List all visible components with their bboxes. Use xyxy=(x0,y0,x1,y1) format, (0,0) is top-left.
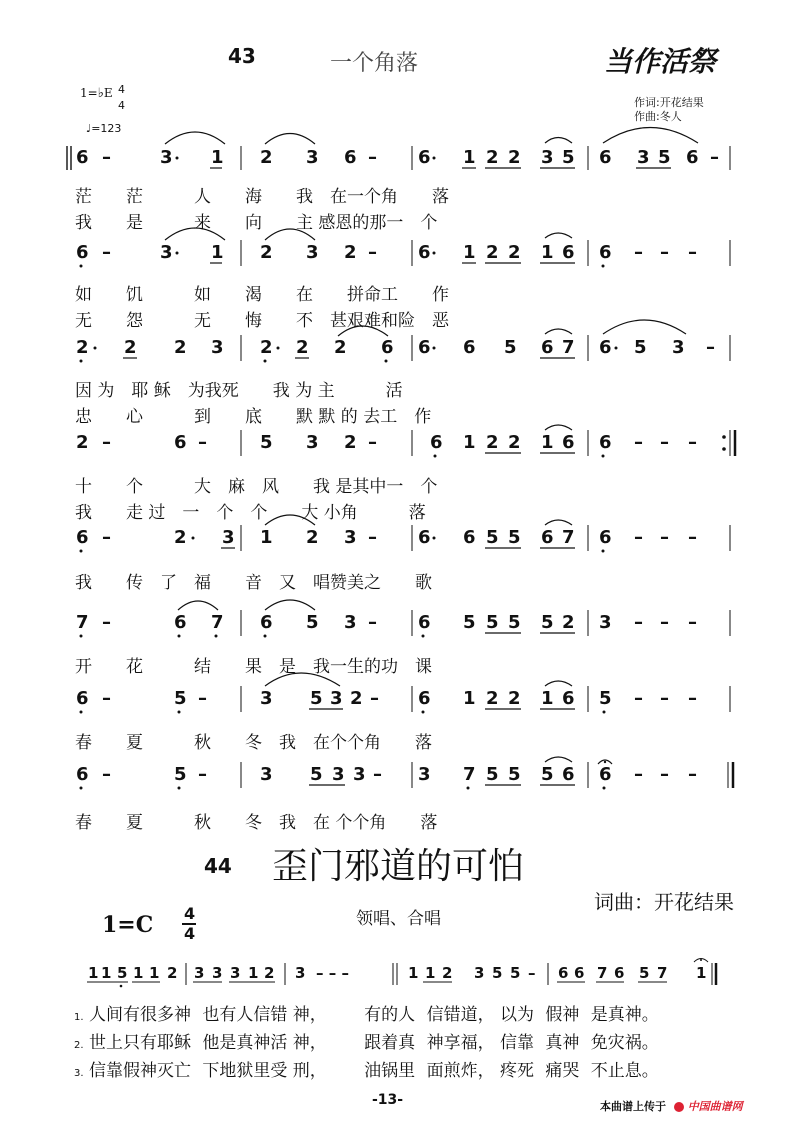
svg-text:5: 5 xyxy=(562,147,575,168)
svg-text:3: 3 xyxy=(637,147,650,168)
verse-2 xyxy=(74,1028,659,1053)
lyric-line: 无 怨 无 悔 不 甚艰难和险 恶 xyxy=(75,311,449,331)
verse-text: 面煎炸， xyxy=(426,1061,495,1081)
svg-text:– – –: – – – xyxy=(316,964,349,982)
key-flat: ♭ xyxy=(97,86,104,101)
svg-text:1: 1 xyxy=(425,964,436,982)
svg-text:6: 6 xyxy=(76,527,89,548)
svg-text:5: 5 xyxy=(510,964,521,982)
svg-text:5: 5 xyxy=(306,612,319,633)
svg-text:5: 5 xyxy=(486,612,499,633)
svg-text:6: 6 xyxy=(418,527,431,548)
lyric-line: 忠 心 到 底 默 默 的 去工 作 xyxy=(75,407,432,427)
verse-number: 1. xyxy=(74,1012,84,1023)
svg-text:–: – xyxy=(634,688,643,709)
verse-text: 有的人 xyxy=(364,1005,416,1025)
svg-text:5: 5 xyxy=(599,688,612,709)
svg-text:2: 2 xyxy=(344,432,357,453)
svg-text:5: 5 xyxy=(260,432,273,453)
svg-text:5: 5 xyxy=(508,764,521,785)
svg-text:3: 3 xyxy=(222,527,235,548)
svg-text:6: 6 xyxy=(418,242,431,263)
svg-text:–: – xyxy=(634,764,643,785)
verse-text: 下地狱里受 xyxy=(202,1061,288,1081)
time-signature-bottom: 4 xyxy=(118,99,125,112)
svg-text:6: 6 xyxy=(574,964,585,982)
tempo-mark: ♩=123 xyxy=(86,122,122,135)
svg-text:7: 7 xyxy=(211,612,224,633)
verse-text: 神享福， xyxy=(426,1033,495,1053)
svg-text:5: 5 xyxy=(508,612,521,633)
lyric-line: 我 是 来 向 主 感恩的那一 个 xyxy=(75,213,438,233)
svg-text:2: 2 xyxy=(486,688,499,709)
svg-text:1: 1 xyxy=(101,964,112,982)
svg-text:–: – xyxy=(368,147,377,168)
verse-text: 刑， xyxy=(292,1061,327,1081)
svg-text:3: 3 xyxy=(160,242,173,263)
svg-text:–: – xyxy=(102,147,111,168)
svg-text:2: 2 xyxy=(264,964,275,982)
svg-text:5: 5 xyxy=(310,764,323,785)
svg-text:3: 3 xyxy=(306,147,319,168)
svg-text:5: 5 xyxy=(174,688,187,709)
lyric-line: 我 传 了 福 音 又 唱赞美之 歌 xyxy=(75,573,432,593)
svg-text:6: 6 xyxy=(463,337,476,358)
verse-text: 信错道， xyxy=(426,1005,495,1025)
svg-text:5: 5 xyxy=(117,964,128,982)
svg-text:2: 2 xyxy=(486,432,499,453)
verse-text: 疼死 xyxy=(499,1061,534,1081)
svg-text:3: 3 xyxy=(306,432,319,453)
svg-text:6: 6 xyxy=(463,527,476,548)
svg-text:5: 5 xyxy=(541,764,554,785)
verse-text: 神， xyxy=(292,1005,327,1025)
svg-text:–: – xyxy=(688,527,697,548)
page-number: -13- xyxy=(372,1092,404,1108)
lyricist-credit: 作词:开花结果 xyxy=(634,96,704,109)
svg-text:7: 7 xyxy=(562,337,575,358)
composer-credit: 作曲:冬人 xyxy=(634,110,682,123)
lyric-line: 开 花 结 果 是 我一生的功 课 xyxy=(75,657,432,677)
lyric-line: 如 饥 如 渴 在 拼命工 作 xyxy=(75,285,449,305)
svg-text:–: – xyxy=(634,612,643,633)
svg-text:–: – xyxy=(368,527,377,548)
svg-text:2: 2 xyxy=(486,242,499,263)
verse-text: 人间有很多神 xyxy=(88,1005,191,1025)
svg-text:–: – xyxy=(660,764,669,785)
notation-row-1 xyxy=(67,128,730,171)
svg-text:6: 6 xyxy=(562,432,575,453)
svg-text:5: 5 xyxy=(639,964,650,982)
svg-text:3: 3 xyxy=(306,242,319,263)
verse-text: 免灾祸。 xyxy=(590,1033,659,1053)
svg-text:–: – xyxy=(102,688,111,709)
svg-text:3: 3 xyxy=(474,964,485,982)
site-logo-icon xyxy=(674,1102,684,1112)
upload-note xyxy=(600,1098,743,1114)
verse-text: 不止息。 xyxy=(590,1061,659,1081)
svg-text:3: 3 xyxy=(230,964,241,982)
svg-text:2: 2 xyxy=(442,964,453,982)
notation-row-2 xyxy=(76,228,730,268)
svg-text:1: 1 xyxy=(149,964,160,982)
svg-text:3: 3 xyxy=(541,147,554,168)
performance-style: 领唱、合唱 xyxy=(356,909,441,929)
verse-text: 信靠假神灭亡 xyxy=(88,1061,191,1081)
svg-text:6: 6 xyxy=(599,337,612,358)
lyric-line: 因 为 耶 稣 为我死 我 为 主 活 xyxy=(75,381,403,401)
svg-text:7: 7 xyxy=(657,964,668,982)
svg-text:6: 6 xyxy=(599,242,612,263)
svg-text:–: – xyxy=(634,242,643,263)
svg-text:1: 1 xyxy=(541,432,554,453)
svg-text:–: – xyxy=(710,147,719,168)
svg-text:6: 6 xyxy=(418,688,431,709)
verse-text: 世上只有耶稣 xyxy=(88,1033,191,1053)
svg-text:3: 3 xyxy=(160,147,173,168)
svg-text:2: 2 xyxy=(334,337,347,358)
verse-text: 痛哭 xyxy=(545,1061,580,1081)
svg-text:1: 1 xyxy=(463,432,476,453)
svg-text:–: – xyxy=(688,432,697,453)
svg-text:2: 2 xyxy=(306,527,319,548)
svg-text:3: 3 xyxy=(295,964,306,982)
svg-text:6: 6 xyxy=(562,242,575,263)
svg-text:6: 6 xyxy=(418,612,431,633)
notation-row-8 xyxy=(76,757,733,790)
svg-text:1: 1 xyxy=(88,964,99,982)
svg-text:6: 6 xyxy=(260,612,273,633)
song-credit: 词曲：开花结果 xyxy=(594,890,734,914)
svg-text:2: 2 xyxy=(486,147,499,168)
svg-text:–: – xyxy=(102,764,111,785)
song-number: 44 xyxy=(204,854,232,878)
svg-text:1: 1 xyxy=(696,964,707,982)
lyric-line: 春 夏 秋 冬 我 在个个角 落 xyxy=(75,733,432,753)
svg-text:5: 5 xyxy=(508,527,521,548)
song-number: 43 xyxy=(228,44,256,68)
svg-text:–: – xyxy=(368,432,377,453)
svg-text:5: 5 xyxy=(463,612,476,633)
svg-text:–: – xyxy=(368,612,377,633)
verse-text: 是真神。 xyxy=(590,1005,659,1025)
svg-text:1: 1 xyxy=(211,147,224,168)
svg-text:2: 2 xyxy=(508,688,521,709)
svg-text:6: 6 xyxy=(174,612,187,633)
svg-text:6: 6 xyxy=(599,764,612,785)
verse-text: 假神 xyxy=(545,1005,580,1025)
svg-text:5: 5 xyxy=(541,612,554,633)
verse-text: 他是真神活 xyxy=(202,1033,288,1053)
svg-text:6: 6 xyxy=(418,147,431,168)
svg-text:–: – xyxy=(102,527,111,548)
svg-text:3: 3 xyxy=(344,527,357,548)
svg-text:6: 6 xyxy=(430,432,443,453)
svg-text:6: 6 xyxy=(76,242,89,263)
svg-text:6: 6 xyxy=(418,337,431,358)
svg-text:5: 5 xyxy=(174,764,187,785)
svg-text:–: – xyxy=(528,964,536,982)
svg-text:3: 3 xyxy=(260,764,273,785)
svg-text:–: – xyxy=(634,527,643,548)
svg-text:6: 6 xyxy=(174,432,187,453)
svg-text:–: – xyxy=(688,688,697,709)
verse-text: 神， xyxy=(292,1033,327,1053)
svg-text:1: 1 xyxy=(463,147,476,168)
notation-row-6 xyxy=(76,600,730,638)
verse-text: 也有人信错 xyxy=(202,1005,288,1025)
svg-text:6: 6 xyxy=(562,764,575,785)
time-signature-top: 4 xyxy=(118,83,125,96)
svg-text:1: 1 xyxy=(133,964,144,982)
svg-text:2: 2 xyxy=(344,242,357,263)
upload-note-text: 本曲谱上传于 xyxy=(600,1100,666,1113)
svg-text:–: – xyxy=(198,432,207,453)
site-logo-text[interactable]: 中国曲谱网 xyxy=(687,1100,743,1113)
svg-text:6: 6 xyxy=(381,337,394,358)
svg-text:6: 6 xyxy=(599,147,612,168)
handwritten-title: 当作活祭 xyxy=(604,45,717,78)
svg-text:5: 5 xyxy=(634,337,647,358)
svg-text:2: 2 xyxy=(260,147,273,168)
svg-text:2: 2 xyxy=(174,527,187,548)
svg-text:–: – xyxy=(688,242,697,263)
lyric-line: 春 夏 秋 冬 我 在 个个角 落 xyxy=(75,813,438,833)
svg-text:5: 5 xyxy=(504,337,517,358)
svg-text:1: 1 xyxy=(260,527,273,548)
svg-text:6: 6 xyxy=(562,688,575,709)
notation-row-song44 xyxy=(87,959,716,988)
svg-text:7: 7 xyxy=(76,612,89,633)
svg-text:2: 2 xyxy=(508,432,521,453)
svg-text:2: 2 xyxy=(167,964,178,982)
svg-text:5: 5 xyxy=(492,964,503,982)
svg-text:2: 2 xyxy=(350,688,363,709)
svg-text:3: 3 xyxy=(353,764,366,785)
svg-text:1: 1 xyxy=(248,964,259,982)
svg-text:3: 3 xyxy=(330,688,343,709)
song-title: 一个角落 xyxy=(330,51,419,76)
svg-text:3: 3 xyxy=(260,688,273,709)
svg-text:6: 6 xyxy=(558,964,569,982)
svg-text:7: 7 xyxy=(463,764,476,785)
notation-row-4 xyxy=(76,425,735,458)
svg-text:–: – xyxy=(660,527,669,548)
notation-row-7 xyxy=(76,673,730,714)
svg-text:1: 1 xyxy=(541,242,554,263)
key-signature: 1=C xyxy=(102,912,154,938)
svg-text:3: 3 xyxy=(599,612,612,633)
svg-text:2: 2 xyxy=(296,337,309,358)
svg-text:2: 2 xyxy=(260,242,273,263)
svg-text:6: 6 xyxy=(76,688,89,709)
svg-text:–: – xyxy=(660,688,669,709)
verse-3 xyxy=(74,1056,659,1081)
svg-text:–: – xyxy=(688,612,697,633)
svg-text:3: 3 xyxy=(344,612,357,633)
svg-text:2: 2 xyxy=(260,337,273,358)
svg-text:–: – xyxy=(706,337,715,358)
verse-1 xyxy=(74,1000,659,1025)
verse-text: 油锅里 xyxy=(364,1061,416,1081)
lyric-line: 十 个 大 麻 风 我 是其中一 个 xyxy=(75,477,438,497)
lyric-line: 茫 茫 人 海 我 在一个角 落 xyxy=(75,187,449,207)
svg-text:5: 5 xyxy=(310,688,323,709)
svg-text:7: 7 xyxy=(597,964,608,982)
svg-text:1: 1 xyxy=(408,964,419,982)
svg-text:5: 5 xyxy=(486,527,499,548)
svg-text:3: 3 xyxy=(212,964,223,982)
svg-text:–: – xyxy=(102,432,111,453)
svg-text:2: 2 xyxy=(76,337,89,358)
svg-text:–: – xyxy=(660,612,669,633)
svg-text:5: 5 xyxy=(486,764,499,785)
svg-text:3: 3 xyxy=(418,764,431,785)
svg-text:1: 1 xyxy=(211,242,224,263)
svg-text:1: 1 xyxy=(463,242,476,263)
svg-text:6: 6 xyxy=(599,432,612,453)
svg-text:–: – xyxy=(198,764,207,785)
svg-text:3: 3 xyxy=(672,337,685,358)
song-title: 歪门邪道的可怕 xyxy=(272,846,525,887)
svg-text:–: – xyxy=(688,764,697,785)
svg-text:6: 6 xyxy=(541,527,554,548)
svg-text:5: 5 xyxy=(658,147,671,168)
svg-text:3: 3 xyxy=(211,337,224,358)
svg-text:2: 2 xyxy=(76,432,89,453)
svg-text:6: 6 xyxy=(541,337,554,358)
key-note: E xyxy=(103,86,113,100)
time-signature-bottom: 4 xyxy=(184,924,196,943)
verse-text: 跟着真 xyxy=(364,1033,416,1053)
svg-text:2: 2 xyxy=(508,242,521,263)
svg-text:–: – xyxy=(102,242,111,263)
svg-text:–: – xyxy=(373,764,382,785)
time-signature-top: 4 xyxy=(184,904,196,923)
svg-text:–: – xyxy=(370,688,379,709)
verse-text: 以为 xyxy=(499,1005,534,1025)
svg-text:2: 2 xyxy=(562,612,575,633)
svg-text:1: 1 xyxy=(541,688,554,709)
svg-text:6: 6 xyxy=(76,147,89,168)
svg-text:6: 6 xyxy=(344,147,357,168)
svg-text:2: 2 xyxy=(174,337,187,358)
svg-text:3: 3 xyxy=(332,764,345,785)
svg-text:–: – xyxy=(634,432,643,453)
lyric-line: 我 走 过 一 个 个 大 小角 落 xyxy=(75,503,426,523)
svg-text:7: 7 xyxy=(562,527,575,548)
verse-text: 信靠 xyxy=(499,1033,534,1053)
svg-text:6: 6 xyxy=(614,964,625,982)
key-prefix: 1= xyxy=(80,86,98,100)
verse-text: 真神 xyxy=(545,1033,580,1053)
verse-number: 2. xyxy=(74,1040,84,1051)
svg-text:1: 1 xyxy=(463,688,476,709)
svg-text:–: – xyxy=(660,432,669,453)
svg-text:6: 6 xyxy=(686,147,699,168)
svg-text:6: 6 xyxy=(599,527,612,548)
svg-text:–: – xyxy=(368,242,377,263)
svg-text:–: – xyxy=(198,688,207,709)
svg-text:2: 2 xyxy=(124,337,137,358)
verse-number: 3. xyxy=(74,1068,84,1079)
svg-text:2: 2 xyxy=(508,147,521,168)
svg-text:–: – xyxy=(102,612,111,633)
svg-text:6: 6 xyxy=(76,764,89,785)
svg-text:3: 3 xyxy=(194,964,205,982)
svg-text:–: – xyxy=(660,242,669,263)
